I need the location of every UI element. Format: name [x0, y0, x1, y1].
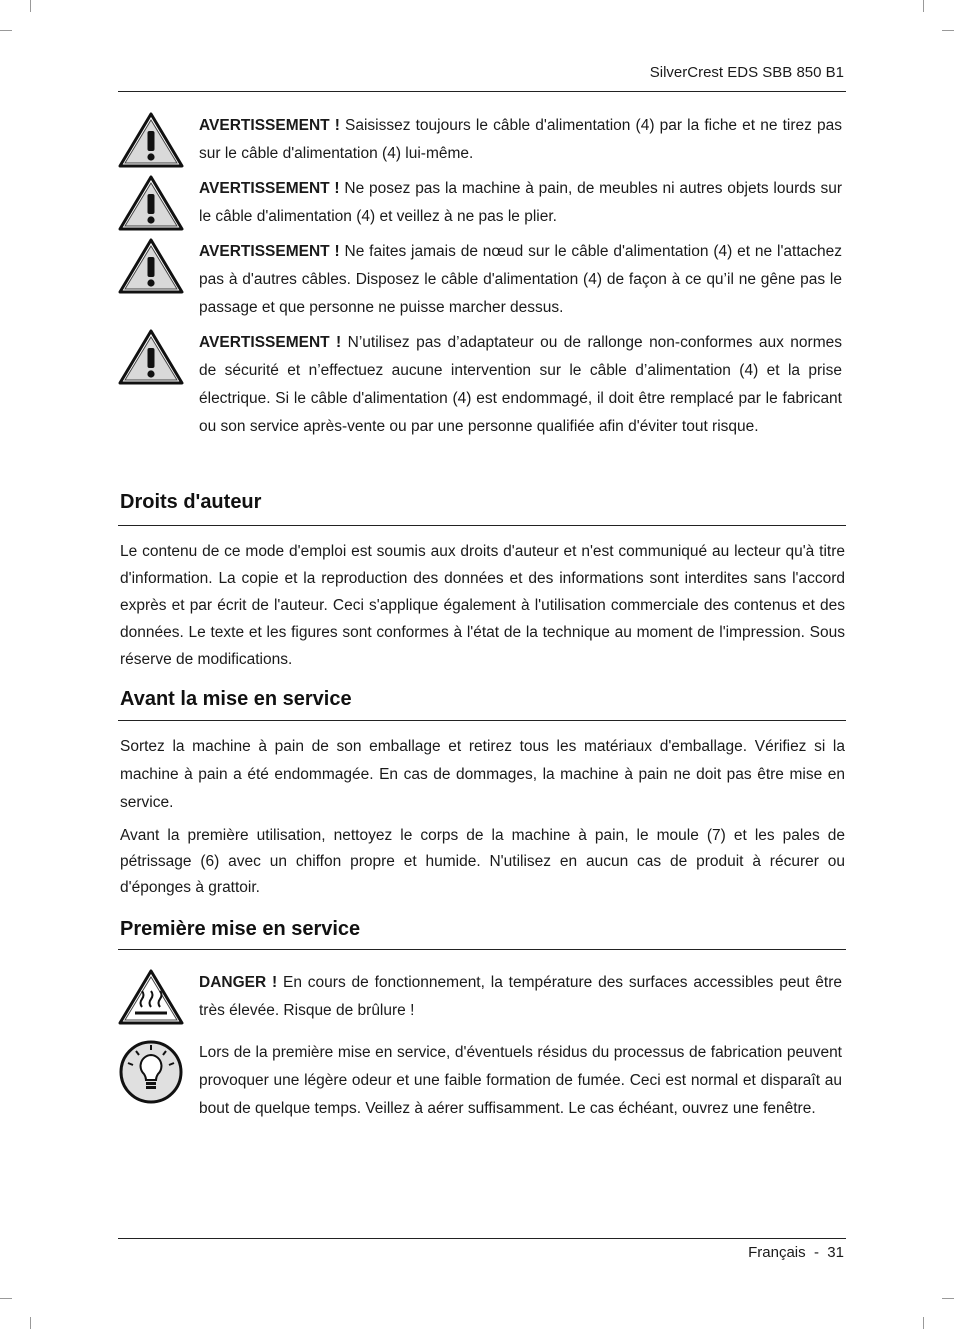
crop-mark	[942, 30, 954, 31]
before-use-paragraph: Sortez la machine à pain de son emballage et retirez tous les matériaux d'emballage. Vérifiez si la machine à pain a été endommagée. En cas de dommages, la machine à pain ne doit pas être mise en service.	[120, 738, 845, 811]
warning-triangle-icon	[118, 175, 184, 231]
crop-mark	[0, 30, 12, 31]
section-heading-before-use: Avant la mise en service	[120, 688, 352, 710]
hot-surface-icon	[118, 969, 184, 1025]
warning-notice	[118, 175, 846, 235]
header-rule	[118, 91, 846, 92]
page-footer: Français - 31	[748, 1244, 844, 1261]
warning-text: AVERTISSEMENT ! N’utilisez pas d’adaptateur ou de rallonge non-conformes aux normes de sécurité et n’effectuez aucune intervention sur le câble d’alimentation (4) et la prise électrique. Si le câble d'alimentation (4) est endommagé, il doit être remplacé par le fabricant ou son service après-vente ou par une personne qualifiée afin d'éviter tout risque.	[199, 334, 842, 435]
warning-triangle-icon	[118, 112, 184, 168]
section-rule	[118, 720, 846, 721]
warning-triangle-icon	[118, 238, 184, 294]
crop-mark	[923, 1317, 924, 1329]
footer-rule	[118, 1238, 846, 1239]
danger-text: DANGER ! En cours de fonctionnement, la température des surfaces accessibles peut être très élevée. Risque de brûlure !	[199, 974, 842, 1019]
section-rule	[118, 949, 846, 950]
tip-text: Lors de la première mise en service, d'éventuels résidus du processus de fabrication peuvent provoquer une légère odeur et une faible formation de fumée. Ceci est normal et disparaît au bout de quelque temps. Veillez à aérer suffisamment. Le cas échéant, ouvrez une fenêtre.	[199, 1044, 842, 1117]
copyright-paragraph: Le contenu de ce mode d'emploi est soumis aux droits d'auteur et n'est communiqué au lecteur qu'à titre d'information. La copie et la reproduction des données et des informations sont interdites sans l'accord exprès et par écrit de l'auteur. Ceci s'applique également à l'utilisation commerciale des contenus et des données. Le texte et les figures sont conformes à l'état de la technique au moment de l'impression. Sous réserve de modifications.	[120, 543, 845, 668]
section-rule	[118, 525, 846, 526]
warning-text: AVERTISSEMENT ! Ne faites jamais de nœud sur le câble d'alimentation (4) et ne l'attachez pas à d'autres câbles. Disposez le câble d'alimentation (4) de façon à ce qu’il ne gêne pas le passage et que personne ne puisse marcher dessus.	[199, 243, 842, 316]
warning-notice	[118, 112, 846, 172]
warning-notice	[118, 329, 846, 469]
lightbulb-icon	[118, 1039, 184, 1105]
warning-text: AVERTISSEMENT ! Saisissez toujours le câble d'alimentation (4) par la fiche et ne tirez pas sur le câble d'alimentation (4) lui-même.	[199, 117, 842, 162]
danger-label: DANGER !	[199, 974, 278, 991]
crop-mark	[30, 1317, 31, 1329]
crop-mark	[923, 0, 924, 12]
warning-label: AVERTISSEMENT !	[199, 117, 340, 134]
crop-mark	[942, 1298, 954, 1299]
danger-notice	[118, 969, 846, 1029]
tip-notice	[118, 1039, 846, 1154]
warning-triangle-icon	[118, 329, 184, 385]
warning-notice	[118, 238, 846, 324]
warning-text: AVERTISSEMENT ! Ne posez pas la machine à pain, de meubles ni autres objets lourds sur le câble d'alimentation (4) et veillez à ne pas le plier.	[199, 180, 842, 225]
section-heading-copyright: Droits d'auteur	[120, 491, 262, 513]
crop-mark	[30, 0, 31, 12]
page-header-title: SilverCrest EDS SBB 850 B1	[649, 64, 844, 81]
crop-mark	[0, 1298, 12, 1299]
before-use-paragraph: Avant la première utilisation, nettoyez le corps de la machine à pain, le moule (7) et les pales de pétrissage (6) avec un chiffon propre et humide. N'utilisez en aucun cas de produit à récurer ou d'éponges à grattoir.	[120, 827, 845, 896]
warning-label: AVERTISSEMENT !	[199, 180, 340, 197]
section-heading-first-use: Première mise en service	[120, 918, 361, 940]
warning-label: AVERTISSEMENT !	[199, 334, 342, 351]
warning-label: AVERTISSEMENT !	[199, 243, 340, 260]
